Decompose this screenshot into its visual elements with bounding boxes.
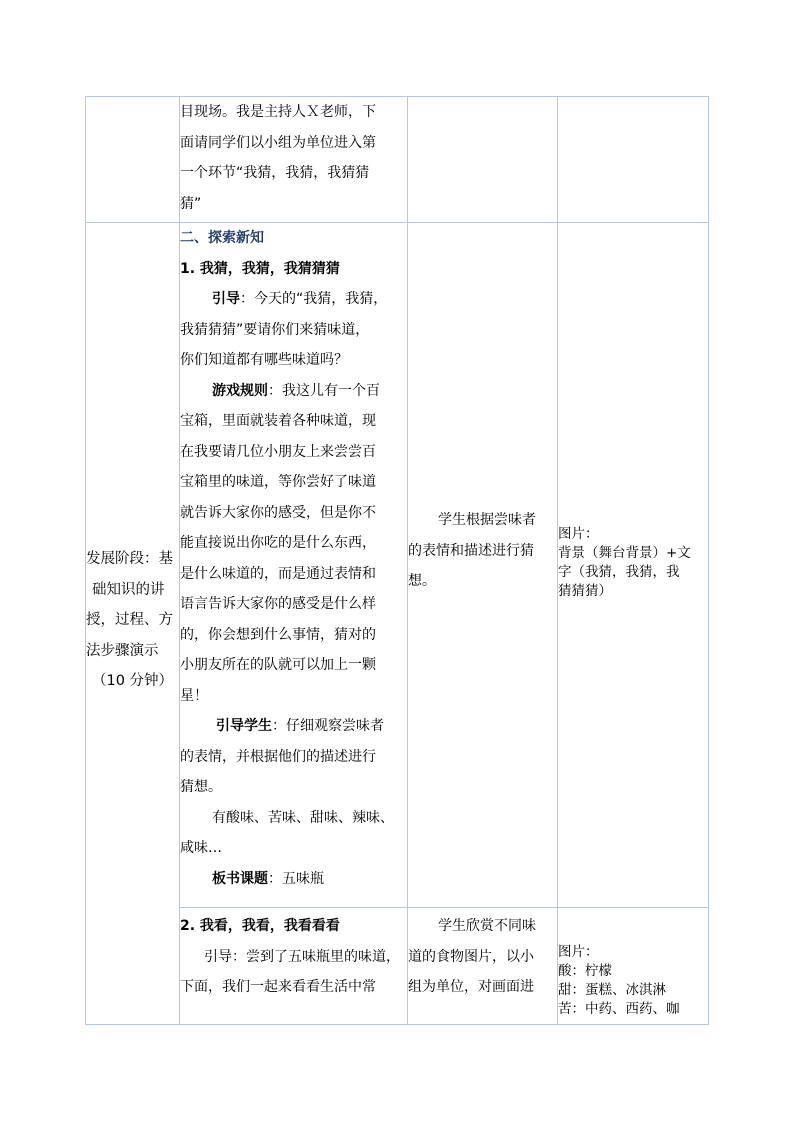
stage-line: 发展阶段：基 xyxy=(86,551,173,567)
row3-media xyxy=(558,943,680,1019)
media-line: 苦：中药、西药、咖 xyxy=(558,1001,680,1017)
row2-student-activity xyxy=(408,505,536,597)
guide-line: 你们知道都有哪些味道吗？ xyxy=(180,352,348,368)
student-activity-line: 想。 xyxy=(408,573,436,589)
student-activity-line: 道的食物图片，以小 xyxy=(408,948,534,965)
media-line: 字（我猜，我猜，我 xyxy=(558,564,680,580)
activity-heading: 1. 我猜，我猜，我猜猜猜 xyxy=(180,260,340,277)
guide-paragraph xyxy=(180,284,394,315)
media-line: 酸：柠檬 xyxy=(558,963,612,979)
section-heading: 二、探索新知 xyxy=(180,230,264,246)
media-line: 图片： xyxy=(558,526,599,542)
board-value: ：五味瓶 xyxy=(268,870,324,887)
stage-line: 法步骤演示 xyxy=(86,642,159,659)
rules-line: 是什么味道的，而是通过表情和 xyxy=(180,565,376,582)
rules-paragraph xyxy=(180,376,394,407)
rules-line: 在我要请几位小朋友上来尝尝百 xyxy=(180,443,376,460)
guide-students-label: 引导学生 xyxy=(216,718,272,734)
guide-students-line: 的表情，并根据他们的描述进行 xyxy=(180,748,376,765)
guide-text: ：今天的“我猜，我猜， xyxy=(240,291,388,307)
rules-line: 的，你会想到什么事情，猜对的 xyxy=(180,626,376,643)
rules-line: 宝箱，里面就装着各种味道，现 xyxy=(180,413,376,429)
guide-paragraph xyxy=(180,942,400,973)
activity-heading: 2. 我看，我看，我看看看 xyxy=(180,918,340,934)
row2-content xyxy=(180,223,394,894)
rules-line: 语言告诉大家你的感受是什么样 xyxy=(180,596,376,612)
media-line: 图片： xyxy=(558,944,599,960)
tastes-line: 咸味… xyxy=(180,840,222,856)
media-line: 背景（舞台背景）+文 xyxy=(558,545,691,561)
table-divider-row2 xyxy=(179,907,709,908)
row1-line: 面请同学们以小组为单位进入第 xyxy=(180,134,376,151)
guide-students-paragraph xyxy=(180,711,394,742)
guide-label: 引导 xyxy=(204,948,232,965)
stage-line: （10 分钟） xyxy=(92,673,174,689)
student-activity-line: 学生欣赏不同味 xyxy=(438,918,536,934)
rules-line: 能直接说出你吃的是什么东西， xyxy=(180,535,376,551)
board-paragraph xyxy=(180,864,394,895)
row1-line: 目现场。我是主持人Ｘ老师，下 xyxy=(180,104,376,120)
guide-students-line: 猜想。 xyxy=(180,779,222,795)
student-activity-line: 组为单位，对画面进 xyxy=(408,979,534,995)
guide-students-text: ：仔细观察尝味者 xyxy=(272,718,384,734)
row1-content xyxy=(180,97,376,219)
rules-line: 小朋友所在的队就可以加上一颗 xyxy=(180,657,376,673)
guide-label: 引导 xyxy=(212,291,240,307)
media-line: 甜：蛋糕、冰淇淋 xyxy=(558,982,666,998)
guide-text: ：尝到了五味瓶里的味道， xyxy=(232,948,400,965)
student-activity-line: 的表情和描述进行猜 xyxy=(408,542,534,559)
stage-label xyxy=(86,544,179,697)
row3-student-activity xyxy=(408,911,536,1003)
board-label: 板书课题 xyxy=(212,870,268,887)
guide-line: 我猜猜猜”要请你们来猜味道， xyxy=(180,321,370,338)
stage-line: 础知识的讲 xyxy=(92,581,165,598)
rules-line: 星！ xyxy=(180,687,208,704)
row2-media xyxy=(558,525,691,601)
media-line: 猜猜猜） xyxy=(558,583,612,599)
guide-line: 下面，我们一起来看看生活中常 xyxy=(180,979,376,995)
stage-line: 授，过程、方 xyxy=(86,612,173,628)
rules-line: 宝箱里的味道，等你尝好了味道 xyxy=(180,474,376,490)
row1-line: 一个环节“我猜，我猜，我猜猜 xyxy=(180,165,370,181)
row3-content xyxy=(180,911,400,1003)
rules-line: 就告诉大家你的感受，但是你不 xyxy=(180,504,376,521)
row1-line: 猜” xyxy=(180,195,202,212)
rules-label: 游戏规则 xyxy=(212,382,268,399)
tastes-line: 有酸味、苦味、甜味、辣味、 xyxy=(212,809,394,826)
student-activity-line: 学生根据尝味者 xyxy=(438,512,536,528)
rules-text: ：我这儿有一个百 xyxy=(268,382,380,399)
table-border-right xyxy=(708,96,709,1025)
